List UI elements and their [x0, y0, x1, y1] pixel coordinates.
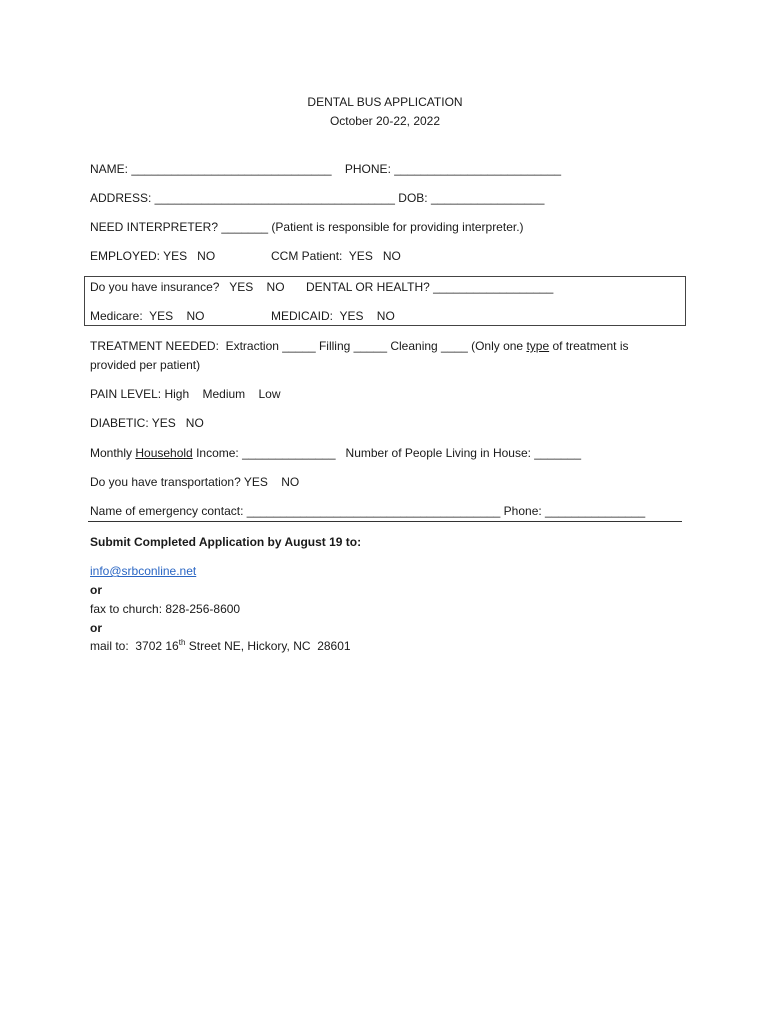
- ordinal-suffix: th: [178, 638, 186, 647]
- treatment-text-start: TREATMENT NEEDED: Extraction _____ Filling _____ Cleaning ____ (Only one: [90, 339, 527, 353]
- income-household-field[interactable]: [90, 445, 581, 461]
- mail-address-end: Street NE, Hickory, NC 28601: [185, 639, 351, 653]
- fax-info: fax to church: 828-256-8600: [90, 602, 241, 616]
- pain-level-question[interactable]: PAIN LEVEL: High Medium Low: [90, 387, 281, 401]
- insurance-question[interactable]: Do you have insurance? YES NO: [90, 280, 285, 294]
- income-suffix: Income: ______________ Number of People Living in House: _______: [192, 446, 582, 460]
- medicare-question[interactable]: Medicare: YES NO: [90, 309, 205, 323]
- income-prefix: Monthly: [90, 446, 136, 460]
- treatment-type-word: type: [526, 339, 550, 353]
- interpreter-field[interactable]: NEED INTERPRETER? _______ (Patient is responsible for providing interpreter.): [90, 220, 524, 234]
- ccm-patient-question[interactable]: CCM Patient: YES NO: [271, 249, 401, 263]
- or-separator-1: or: [90, 583, 102, 597]
- emergency-contact-field[interactable]: Name of emergency contact: ______________________________________ Phone: _______________: [90, 504, 646, 518]
- dental-or-health-field[interactable]: DENTAL OR HEALTH? __________________: [306, 280, 554, 294]
- employed-question[interactable]: EMPLOYED: YES NO: [90, 249, 216, 263]
- household-word: Household: [135, 446, 193, 460]
- page-title: DENTAL BUS APPLICATION: [307, 95, 463, 109]
- treatment-note: provided per patient): [90, 358, 201, 372]
- submit-heading: Submit Completed Application by August 19 to:: [90, 535, 362, 549]
- mail-address-start: mail to: 3702 16: [90, 639, 179, 653]
- medicaid-question[interactable]: MEDICAID: YES NO: [271, 309, 395, 323]
- email-link[interactable]: info@srbconline.net: [90, 564, 197, 578]
- address-dob-field[interactable]: ADDRESS: ____________________________________ DOB: _________________: [90, 191, 545, 205]
- or-separator-2: or: [90, 621, 102, 635]
- name-phone-field[interactable]: NAME: ______________________________ PHONE: _________________________: [90, 162, 562, 176]
- mail-address: [90, 638, 351, 654]
- divider-line: [88, 521, 682, 522]
- treatment-text-end: of treatment is: [549, 339, 629, 353]
- event-date: October 20-22, 2022: [329, 114, 441, 128]
- diabetic-question[interactable]: DIABETIC: YES NO: [90, 416, 204, 430]
- treatment-needed-field[interactable]: [90, 338, 629, 354]
- transportation-question[interactable]: Do you have transportation? YES NO: [90, 475, 300, 489]
